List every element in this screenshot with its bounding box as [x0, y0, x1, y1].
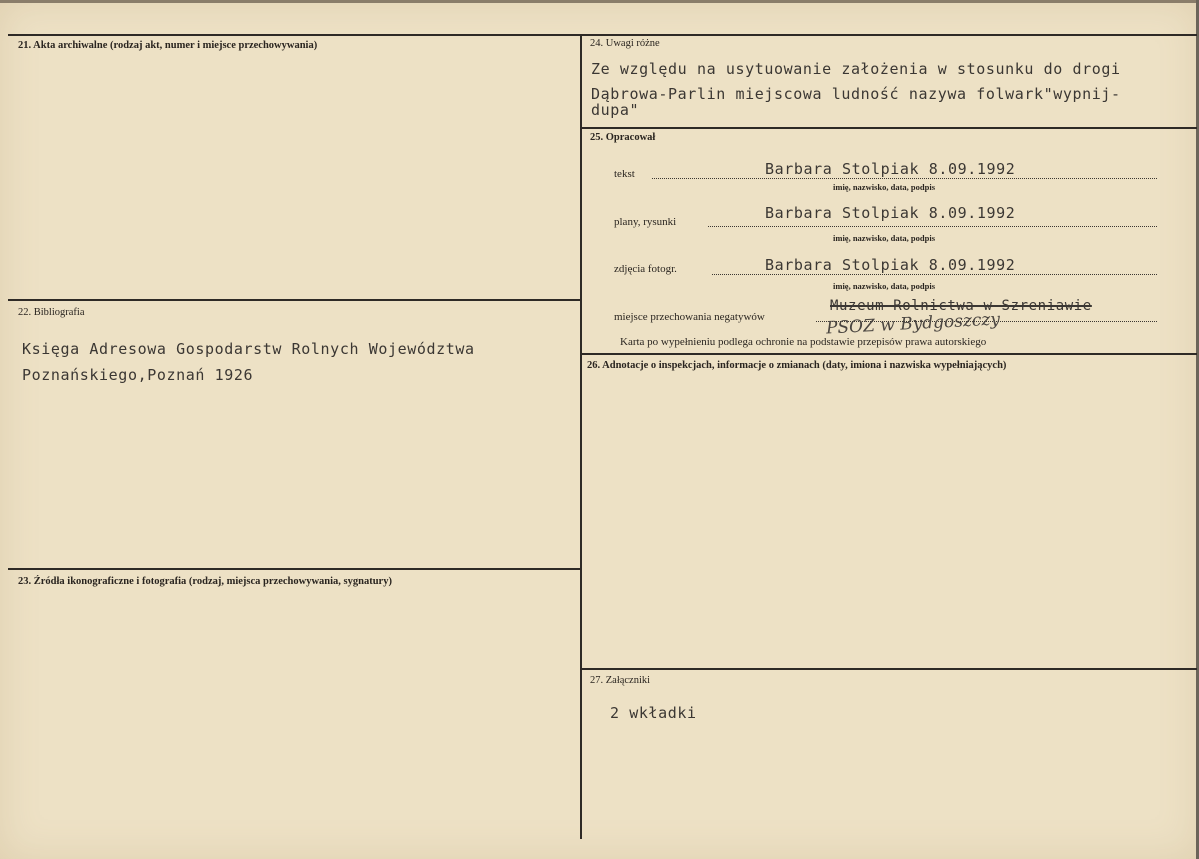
section-22-label: 22. Bibliografia [18, 307, 85, 318]
section-24-label: 24. Uwagi różne [590, 38, 660, 49]
remarks-line-2: Dąbrowa-Parlin miejscowa ludność nazywa folwark"wypnij- [591, 85, 1121, 103]
author-photos-label: zdjęcia fotogr. [614, 263, 677, 275]
negatives-struck-value: Muzeum Rolnictwa w Szreniawie [830, 298, 1092, 314]
negatives-label: miejsce przechowania negatywów [614, 311, 765, 323]
section-25-label: 25. Opracował [590, 132, 656, 143]
author-plans-caption: imię, nazwisko, data, podpis [833, 233, 936, 243]
author-photos-caption: imię, nazwisko, data, podpis [833, 281, 936, 291]
center-divider [580, 34, 582, 839]
card-top-edge [0, 0, 1199, 3]
section-26-label: 26. Adnotacje o inspekcjach, informacje o zmianach (daty, imiona i nazwiska wypełniających) [587, 360, 1007, 371]
author-text-caption: imię, nazwisko, data, podpis [833, 182, 936, 192]
negatives-handwritten-value: PSOZ w Bydgoszczy [825, 309, 1001, 339]
author-photos-value: Barbara Stolpiak 8.09.1992 [765, 256, 1016, 274]
divider-24-25 [582, 127, 1197, 129]
divider-21-22 [8, 299, 582, 301]
remarks-line-3: dupa" [591, 101, 640, 119]
section-27-label: 27. Załączniki [590, 675, 651, 686]
attachments-value: 2 wkładki [610, 704, 697, 722]
divider-22-23 [8, 568, 582, 570]
section-23-label: 23. Źródła ikonograficzne i fotografia (rodzaj, miejsca przechowywania, sygnatury) [18, 576, 392, 587]
bibliography-line-1: Księga Adresowa Gospodarstw Rolnych Województwa [22, 340, 475, 358]
author-plans-value: Barbara Stolpiak 8.09.1992 [765, 204, 1016, 222]
author-text-value: Barbara Stolpiak 8.09.1992 [765, 160, 1016, 178]
divider-26-27 [582, 668, 1197, 670]
divider-25-26 [582, 353, 1197, 355]
copyright-notice: Karta po wypełnieniu podlega ochronie na podstawie przepisów prawa autorskiego [620, 336, 987, 348]
author-plans-line [708, 225, 1157, 227]
section-21-label: 21. Akta archiwalne (rodzaj akt, numer i miejsce przechowywania) [18, 40, 318, 51]
author-plans-label: plany, rysunki [614, 216, 677, 228]
author-text-label: tekst [614, 168, 635, 180]
top-rule [8, 34, 1197, 36]
remarks-line-1: Ze względu na usytuowanie założenia w stosunku do drogi [591, 60, 1121, 78]
bibliography-line-2: Poznańskiego,Poznań 1926 [22, 366, 254, 384]
